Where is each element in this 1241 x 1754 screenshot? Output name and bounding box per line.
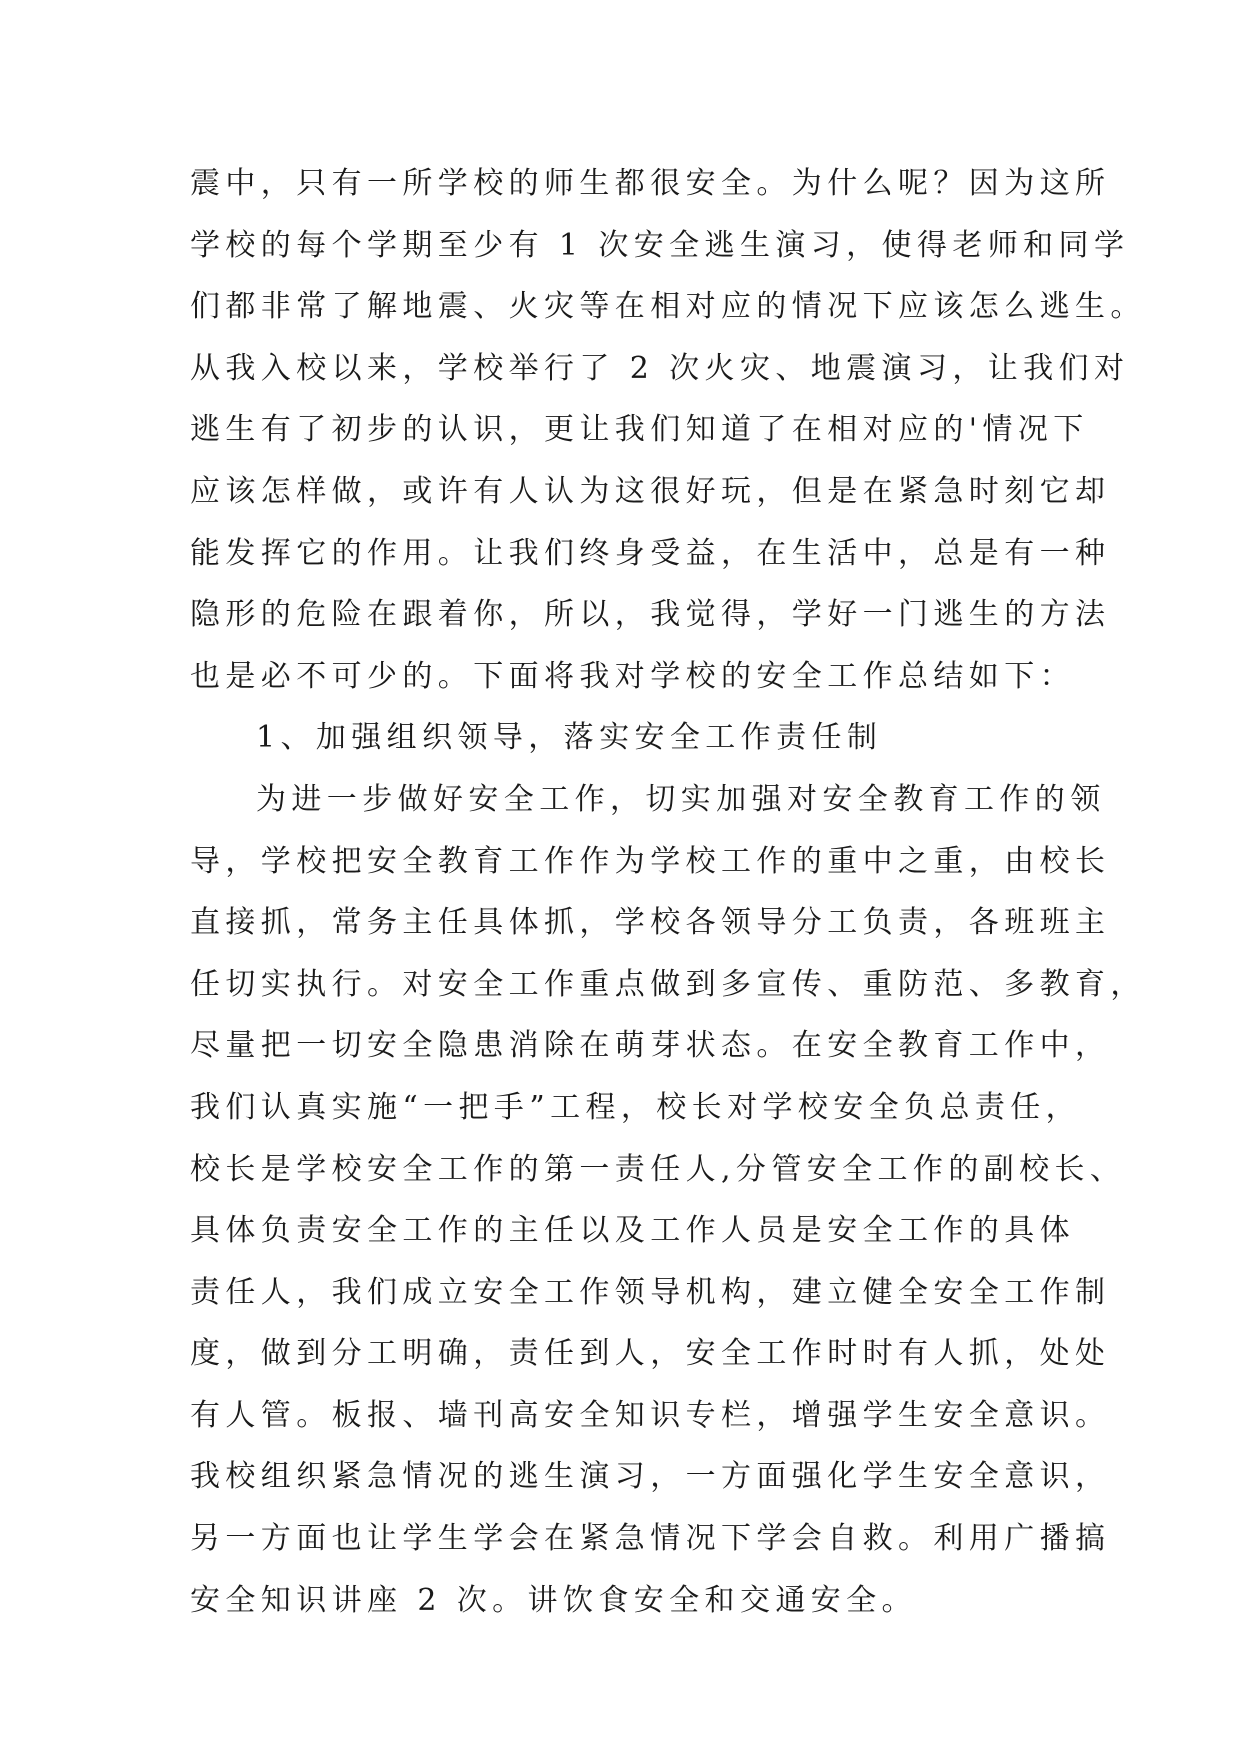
- section-heading: 1、加强组织领导，落实安全工作责任制: [256, 720, 883, 756]
- body-text: [190, 153, 1146, 1631]
- text-line: 直接抓，常务主任具体抓，学校各领导分工负责，各班班主: [190, 905, 1111, 941]
- text-line: 逃生有了初步的认识，更让我们知道了在相对应的'情况下: [190, 412, 1089, 448]
- text-line: 隐形的危险在跟着你，所以，我觉得，学好一门逃生的方法: [190, 597, 1111, 633]
- text-line: 从我入校以来，学校举行了 2 次火灾、地震演习，让我们对: [190, 350, 1130, 386]
- text-line: 另一方面也让学生学会在紧急情况下学会自救。利用广播搞: [190, 1521, 1111, 1557]
- text-line: 导，学校把安全教育工作作为学校工作的重中之重，由校长: [190, 843, 1111, 879]
- text-line: 我们认真实施“一把手”工程，校长对学校安全负总责任，: [190, 1089, 1082, 1125]
- text-line: 也是必不可少的。下面将我对学校的安全工作总结如下：: [190, 658, 1075, 694]
- text-line: 任切实执行。对安全工作重点做到多宣传、重防范、多教育，: [190, 966, 1146, 1002]
- text-line: 震中，只有一所学校的师生都很安全。为什么呢？因为这所: [190, 166, 1111, 201]
- text-line: 我校组织紧急情况的逃生演习，一方面强化学生安全意识，: [190, 1459, 1111, 1495]
- text-line: 责任人，我们成立安全工作领导机构，建立健全安全工作制: [190, 1274, 1111, 1310]
- text-line: 具体负责安全工作的主任以及工作人员是安全工作的具体: [190, 1213, 1075, 1249]
- text-line: 们都非常了解地震、火灾等在相对应的情况下应该怎么逃生。: [190, 289, 1146, 325]
- paragraph-first-line: 为进一步做好安全工作，切实加强对安全教育工作的领: [256, 781, 1106, 817]
- text-line: 能发挥它的作用。让我们终身受益，在生活中，总是有一种: [190, 535, 1111, 571]
- text-line: 度，做到分工明确，责任到人，安全工作时时有人抓，处处: [190, 1336, 1111, 1372]
- text-line: 尽量把一切安全隐患消除在萌芽状态。在安全教育工作中，: [190, 1028, 1111, 1064]
- text-line: 校长是学校安全工作的第一责任人,分管安全工作的副校长、: [190, 1151, 1126, 1187]
- text-line: 应该怎样做，或许有人认为这很好玩，但是在紧急时刻它却: [190, 473, 1111, 509]
- text-line: 有人管。板报、墙刊高安全知识专栏，增强学生安全意识。: [190, 1397, 1111, 1433]
- text-line: 学校的每个学期至少有 1 次安全逃生演习，使得老师和同学: [190, 227, 1130, 263]
- text-line: 安全知识讲座 2 次。讲饮食安全和交通安全。: [190, 1582, 917, 1618]
